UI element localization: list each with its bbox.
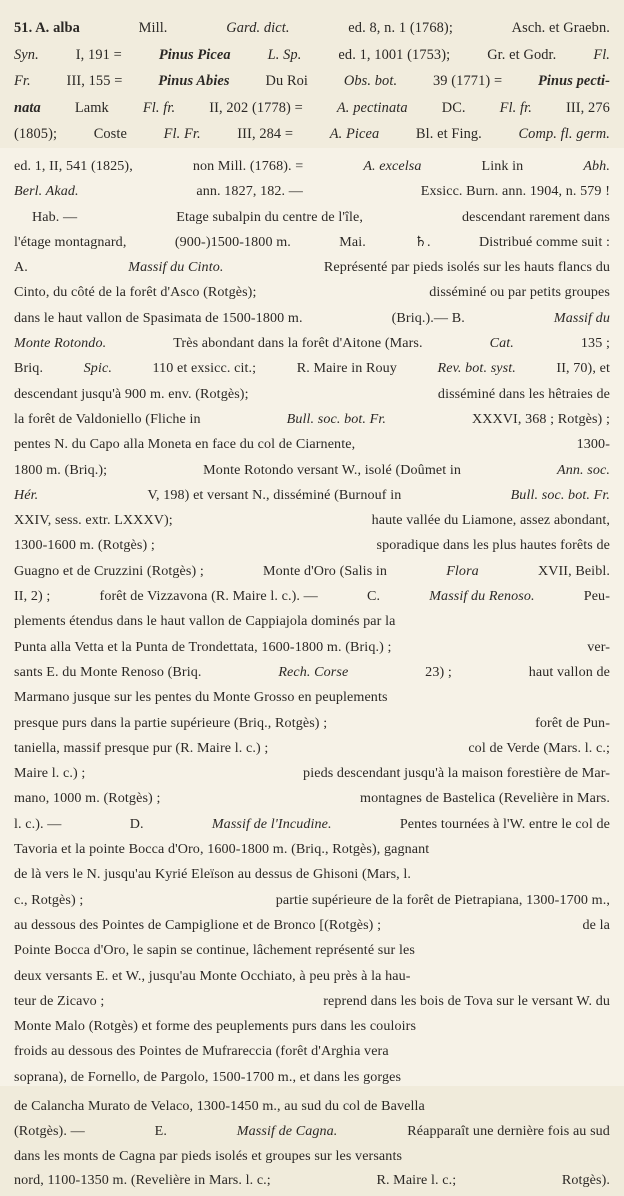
text-segment: montagnes de Bastelica (Revelière in Mars.	[360, 790, 610, 807]
text-segment: Pentes tournées à l'W. entre le col de	[399, 815, 610, 832]
text-block-1	[0, 0, 624, 148]
text-line	[14, 121, 610, 148]
text-line	[14, 42, 610, 69]
text-line	[14, 179, 610, 204]
text-segment: Hér.	[14, 486, 39, 503]
text-block-3	[0, 1086, 624, 1196]
text-segment: Rech. Corse	[278, 663, 349, 680]
text-segment: 39 (1771) =	[433, 73, 503, 89]
text-segment: L. Sp.	[267, 46, 302, 63]
text-segment: disséminé dans les hêtraies de	[437, 385, 610, 402]
text-segment: Massif de Cagna.	[236, 1122, 338, 1139]
text-segment: XVII, Beibl.	[537, 562, 610, 579]
text-segment: presque purs dans la partie supérieure (Briq., Rotgès) ;	[14, 714, 328, 731]
text-segment: descendant rarement dans	[462, 208, 610, 225]
text-segment: Fl. fr.	[142, 99, 176, 116]
text-line	[14, 230, 610, 255]
text-segment: Rotgès).	[561, 1172, 610, 1189]
text-segment: dans le haut vallon de Spasimata de 1500-1800 m.	[14, 309, 303, 326]
text-segment: XXXVI, 368 ; Rotgès) ;	[471, 410, 610, 427]
text-segment: Cinto, du côté de la forêt d'Asco (Rotgès);	[14, 284, 257, 301]
text-segment: Mill.	[138, 20, 168, 36]
text-line	[14, 432, 610, 457]
text-line	[14, 154, 610, 179]
text-segment: partie supérieure de la forêt de Pietrapiana, 1300-1700 m.,	[275, 891, 610, 908]
text-line	[14, 68, 610, 95]
text-segment: R. Maire in Rouy	[296, 360, 397, 377]
text-line	[14, 1144, 610, 1169]
text-line	[14, 280, 610, 305]
text-segment: V, 198) et versant N., disséminé (Burnouf in	[147, 486, 402, 503]
text-segment: Pinus Abies	[158, 73, 230, 89]
text-segment: Link in	[481, 158, 524, 174]
text-segment: pieds descendant jusqu'à la maison forestière de Mar-	[303, 765, 610, 782]
text-segment: Exsicc. Burn. ann. 1904, n. 579 !	[420, 183, 610, 200]
text-line	[14, 1094, 610, 1119]
text-segment: Fr.	[14, 73, 31, 89]
text-segment: III, 155 =	[66, 73, 123, 89]
text-segment: 1300-1600 m. (Rotgès) ;	[14, 537, 155, 554]
text-segment: A. pectinata	[336, 99, 408, 116]
text-segment: III, 276	[565, 99, 610, 116]
text-line	[14, 964, 610, 989]
text-segment: Monte Rotondo versant W., isolé (Doûmet in	[203, 461, 462, 478]
text-segment: (900-)1500-1800 m.	[174, 233, 291, 250]
text-segment: taniella, massif presque pur (R. Maire l. c.) ;	[14, 739, 269, 756]
text-line	[14, 1039, 610, 1064]
text-line	[14, 205, 610, 230]
text-segment: Spic.	[83, 360, 112, 377]
text-segment: Monte Rotondo.	[14, 335, 107, 352]
text-segment: C.	[366, 588, 381, 605]
text-segment: Tavoria et la pointe Bocca d'Oro, 1600-1800 m. (Briq., Rotgès), gagnant	[14, 841, 430, 858]
text-segment: nata	[14, 99, 41, 116]
text-segment: Syn.	[14, 46, 39, 63]
text-segment: Mai.	[339, 233, 366, 250]
text-segment: Pinus Picea	[158, 46, 231, 63]
text-line	[14, 407, 610, 432]
text-segment: Rev. bot. syst.	[437, 360, 516, 377]
text-segment: Guagno et de Cruzzini (Rotgès) ;	[14, 562, 204, 579]
text-segment: deux versants E. et W., jusqu'au Monte Occhiato, à peu près à la hau-	[14, 967, 411, 984]
text-segment: Monte d'Oro (Salis in	[263, 562, 388, 579]
text-line	[14, 685, 610, 710]
text-segment: au dessous des Pointes de Campiglione et de Bronco [(Rotgès) ;	[14, 916, 382, 933]
text-segment: teur de Zicavo ;	[14, 992, 105, 1009]
text-line	[14, 1119, 610, 1144]
text-segment: Comp. fl. germ.	[518, 126, 610, 142]
text-segment: Flora	[446, 562, 479, 579]
text-segment: A. excelsa	[363, 158, 422, 174]
text-segment: A. Picea	[329, 126, 380, 142]
text-segment: haute vallée du Liamone, assez abondant,	[371, 512, 610, 529]
text-segment: plements étendus dans le haut vallon de Cappiajola dominés par la	[14, 613, 396, 630]
text-segment: Gr. et Godr.	[487, 46, 557, 63]
text-segment: Fl.	[593, 46, 610, 63]
text-segment: (Rotgès). —	[14, 1122, 85, 1139]
text-segment: II, 2) ;	[14, 588, 51, 605]
text-segment: Distribué comme suit :	[479, 233, 610, 250]
text-segment: col de Verde (Mars. l. c.;	[468, 739, 610, 756]
text-segment: 1300-	[576, 436, 610, 453]
text-segment: Punta alla Vetta et la Punta de Trondettata, 1600-1800 m. (Briq.) ;	[14, 638, 392, 655]
text-segment: l'étage montagnard,	[14, 233, 127, 250]
text-segment: Coste	[93, 126, 127, 142]
text-line	[14, 559, 610, 584]
text-block-2	[0, 148, 624, 1086]
text-line	[14, 989, 610, 1014]
text-segment: A.	[14, 259, 28, 276]
text-segment: I, 191 =	[75, 46, 122, 63]
text-line	[14, 1014, 610, 1039]
text-segment: Massif du Renoso.	[429, 588, 535, 605]
text-segment: E.	[154, 1122, 167, 1139]
text-line	[14, 609, 610, 634]
text-segment: de là vers le N. jusqu'au Kyrié Eleïson au dessus de Ghisoni (Mars, l.	[14, 866, 412, 883]
text-segment: Marmano jusque sur les pentes du Monte Grosso en peuplements	[14, 689, 388, 706]
text-segment: Massif de l'Incudine.	[211, 815, 332, 832]
text-line	[14, 458, 610, 483]
text-line	[14, 635, 610, 660]
text-line	[14, 786, 610, 811]
text-segment: Ann. soc.	[557, 461, 610, 478]
text-segment: reprend dans les bois de Tova sur le versant W. du	[323, 992, 610, 1009]
text-segment: mano, 1000 m. (Rotgès) ;	[14, 790, 161, 807]
text-segment: Monte Malo (Rotgès) et forme des peuplements purs dans les couloirs	[14, 1018, 417, 1035]
text-segment: Fl. fr.	[499, 99, 532, 116]
text-segment: III, 284 =	[237, 126, 294, 142]
text-segment: Gard. dict.	[226, 20, 290, 36]
text-segment: froids au dessous des Pointes de Mufrareccia (forêt d'Arghia vera	[14, 1043, 389, 1060]
text-segment: Réapparaît une dernière fois au sud	[407, 1122, 610, 1139]
text-line	[14, 736, 610, 761]
text-line	[14, 888, 610, 913]
text-segment: sporadique dans les plus hautes forêts de	[376, 537, 610, 554]
text-segment: sants E. du Monte Renoso (Briq.	[14, 663, 202, 680]
text-line	[14, 533, 610, 558]
text-line	[14, 255, 610, 280]
text-segment: soprana), de Fornello, de Pargolo, 1500-1700 m., et dans les gorges	[14, 1068, 402, 1085]
text-segment: Du Roi	[265, 73, 309, 89]
text-line	[14, 382, 610, 407]
text-segment: la forêt de Valdoniello (Fliche in	[14, 410, 201, 427]
text-segment: R. Maire l. c.;	[376, 1172, 457, 1189]
text-segment: 51. A. alba	[14, 20, 80, 36]
text-line	[14, 660, 610, 685]
text-segment: Fl. Fr.	[163, 126, 201, 142]
text-segment: Maire l. c.) ;	[14, 765, 86, 782]
text-line	[14, 711, 610, 736]
text-line	[14, 306, 610, 331]
text-segment: descendant jusqu'à 900 m. env. (Rotgès);	[14, 385, 249, 402]
text-segment: Massif du	[553, 309, 610, 326]
text-segment: Représenté par pieds isolés sur les hauts flancs du	[323, 259, 610, 276]
text-segment: Très abondant dans la forêt d'Aitone (Mars.	[173, 335, 423, 352]
text-segment: 1800 m. (Briq.);	[14, 461, 108, 478]
text-segment: XXIV, sess. extr. LXXXV);	[14, 512, 173, 529]
text-line	[14, 812, 610, 837]
text-segment: dans les monts de Cagna par pieds isolés et groupes sur les versants	[14, 1147, 403, 1164]
text-segment: ann. 1827, 182. —	[196, 183, 304, 200]
text-segment: forêt de Vizzavona (R. Maire l. c.). —	[99, 588, 318, 605]
text-segment: (Briq.).— B.	[391, 309, 465, 326]
text-line	[14, 913, 610, 938]
text-segment: ed. 1, II, 541 (1825),	[14, 158, 133, 174]
text-line	[14, 508, 610, 533]
text-segment: (1805);	[14, 126, 58, 142]
text-line	[14, 95, 610, 122]
text-segment: pentes N. du Capo alla Moneta en face du col de Ciarnente,	[14, 436, 356, 453]
text-line	[14, 15, 610, 42]
text-segment: ♄.	[414, 233, 431, 250]
text-segment: Peu-	[583, 588, 610, 605]
text-segment: nord, 1100-1350 m. (Revelière in Mars. l. c.;	[14, 1172, 271, 1189]
text-segment: DC.	[441, 99, 466, 116]
text-segment: 23) ;	[425, 663, 452, 680]
text-segment: Abh.	[583, 158, 610, 174]
text-segment: Hab. —	[32, 208, 78, 225]
text-line	[14, 331, 610, 356]
text-line	[14, 483, 610, 508]
text-segment: forêt de Pun-	[535, 714, 610, 731]
text-segment: Bull. soc. bot. Fr.	[286, 410, 387, 427]
text-line	[14, 761, 610, 786]
text-line	[14, 837, 610, 862]
text-segment: Lamk	[74, 99, 109, 116]
text-segment: Asch. et Graebn.	[511, 20, 610, 36]
text-segment: 135 ;	[580, 335, 610, 352]
text-segment: ver-	[587, 638, 610, 655]
text-segment: ed. 1, 1001 (1753);	[338, 46, 451, 63]
text-segment: II, 70), et	[556, 360, 610, 377]
text-segment: Obs. bot.	[343, 73, 398, 89]
text-segment: Pinus pecti-	[538, 73, 610, 89]
text-segment: Pointe Bocca d'Oro, le sapin se continue, lâchement représenté sur les	[14, 942, 415, 959]
text-segment: 110 et exsicc. cit.;	[152, 360, 257, 377]
text-segment: D.	[129, 815, 144, 832]
text-segment: haut vallon de	[528, 663, 610, 680]
text-segment: c., Rotgès) ;	[14, 891, 84, 908]
text-line	[14, 1168, 610, 1193]
text-line	[14, 862, 610, 887]
text-segment: ed. 8, n. 1 (1768);	[348, 20, 453, 36]
text-segment: non Mill. (1768). =	[192, 158, 304, 174]
text-segment: de la	[582, 916, 610, 933]
text-segment: disséminé ou par petits groupes	[429, 284, 610, 301]
text-segment: Berl. Akad.	[14, 183, 79, 200]
text-segment: Bull. soc. bot. Fr.	[510, 486, 610, 503]
text-segment: Etage subalpin du centre de l'île,	[176, 208, 363, 225]
text-segment: l. c.). —	[14, 815, 62, 832]
text-line	[14, 356, 610, 381]
text-line	[14, 938, 610, 963]
text-segment: Bl. et Fing.	[415, 126, 482, 142]
text-segment: de Calancha Murato de Velaco, 1300-1450 m., au sud du col de Bavella	[14, 1098, 425, 1114]
text-segment: Briq.	[14, 360, 44, 377]
text-segment: Massif du Cinto.	[128, 259, 224, 276]
text-segment: Cat.	[489, 335, 514, 352]
text-line	[14, 584, 610, 609]
text-segment: II, 202 (1778) =	[209, 99, 303, 116]
